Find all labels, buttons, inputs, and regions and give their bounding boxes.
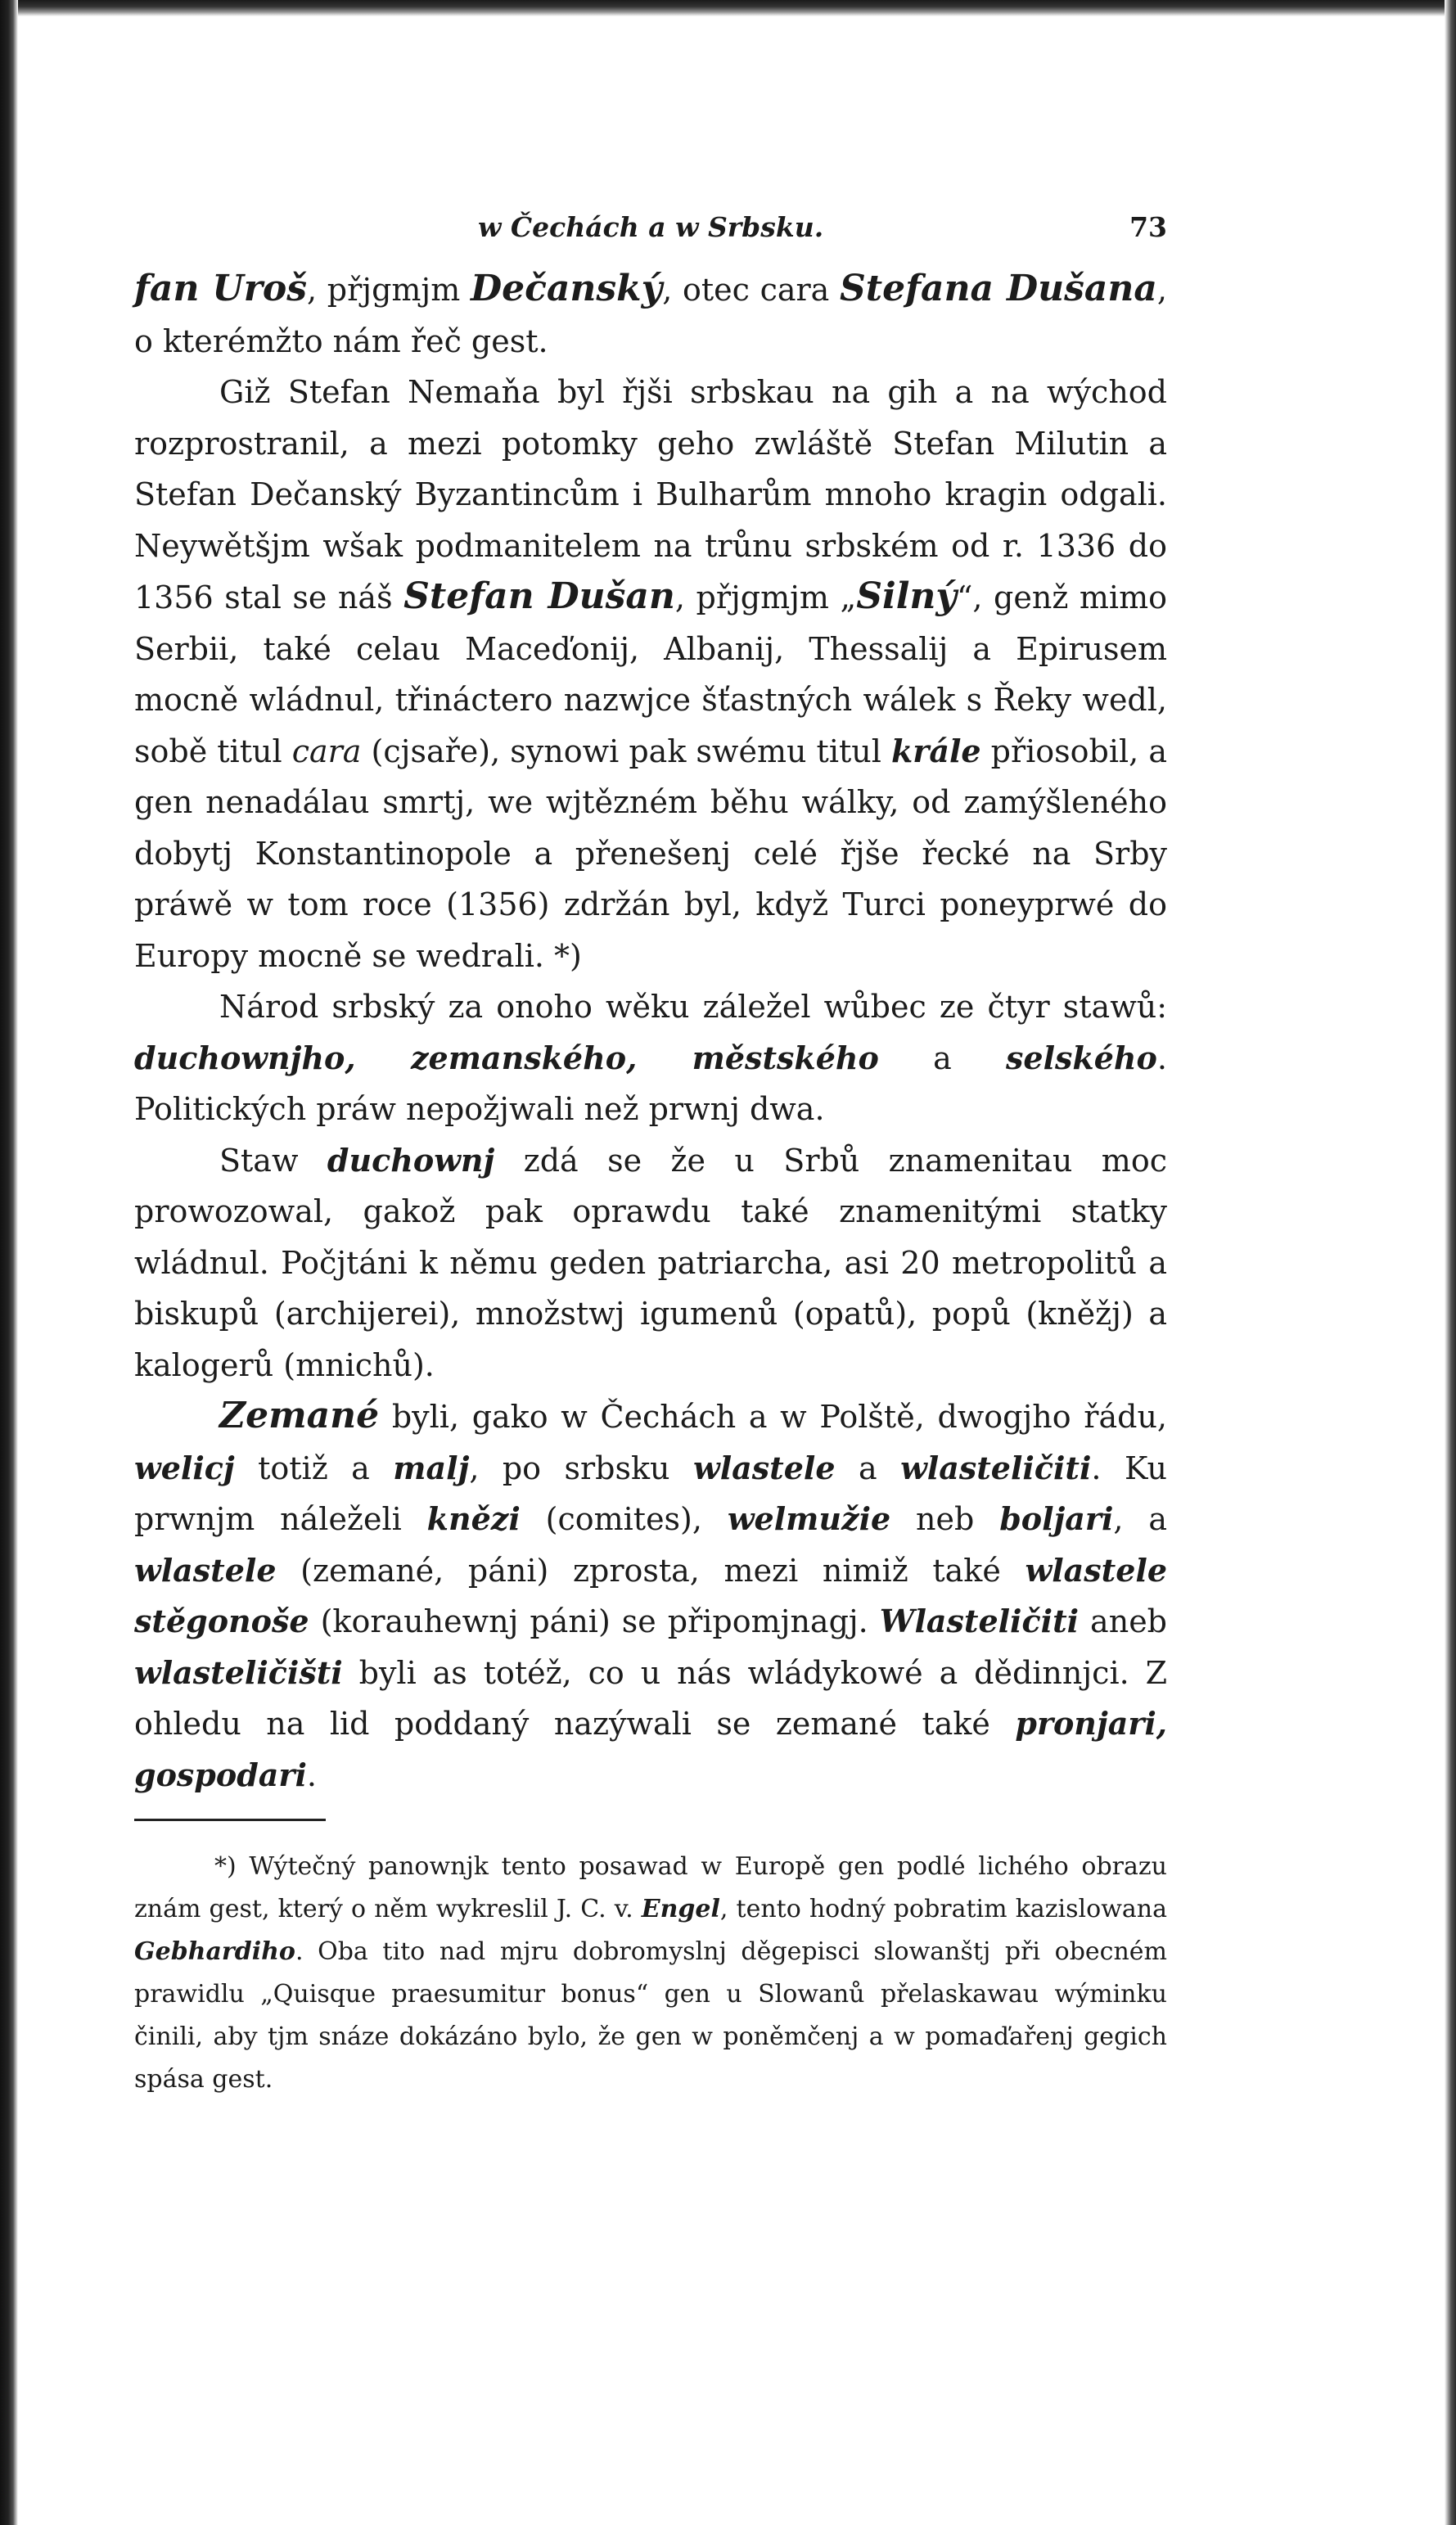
emphasized-text: Engel — [641, 1895, 720, 1923]
emphasized-text: duchownjho, zemanského, městského — [134, 1039, 879, 1076]
text-run: , přjgmjm — [307, 272, 471, 308]
text-run: “, genž mimo Serbii, také celau Maceďonij, Albanij, Thessalij a Epirusem mocně wládnul, třináctero nazwjce šťastných wálek s Řeky wedl, sobě titul — [134, 579, 1167, 769]
emphasized-text: welicj — [134, 1449, 235, 1486]
emphasized-text: wlastele — [692, 1449, 836, 1486]
scan-shadow-left — [0, 0, 18, 2525]
paragraph — [134, 1135, 1167, 1391]
emphasized-text: Zemané — [219, 1395, 380, 1436]
text-run: . Oba tito nad mjru dobromyslnj děgepisci slowanštj při obecném prawidlu „Quisque praesumitur bonus“ gen u Slowanů přelaskawau wýminku činili, aby tjm snáze dokázáno bylo, že gen w poněmčenj a w pomaďařenj gegich spása gest. — [134, 1937, 1167, 2094]
text-run: , o kterémžto nám řeč gest. — [134, 272, 1168, 359]
footnote-rule — [134, 1819, 326, 1821]
text-run: . Ku prwnjm náleželi — [134, 1450, 1167, 1537]
text-run: , otec cara — [662, 272, 841, 308]
text-run: Národ srbský za onoho wěku záležel wůbec ze čtyr stawů: — [219, 989, 1167, 1025]
text-run: (comites), — [520, 1501, 728, 1537]
emphasized-text: Stefan Dušan — [403, 575, 675, 617]
text-run: přiosobil, a gen nenadálau smrtj, we wjtězném běhu wálky, od zamýšleného dobytj Konstantinopole a přenešenj celé řjše řecké na Srby práwě w tom roce (1356) zdržán byl, když Turci poneyprwé do Europy mocně se wedrali. *) — [134, 733, 1168, 974]
footnote — [134, 1846, 1167, 2101]
text-run: *) Wýtečný panownjk tento posawad w Europě gen podlé lichého obrazu znám gest, který o něm wykreslil J. C. v. — [134, 1852, 1167, 1923]
emphasized-text: Stefana Dušana — [840, 268, 1157, 309]
text-run: byli as totéž, co u nás wládykowé a dědinnjci. Z ohledu na lid poddaný nazýwali se zemané také — [134, 1654, 1167, 1742]
emphasized-text: malj — [393, 1449, 470, 1486]
emphasized-text: wlastele — [134, 1551, 277, 1589]
emphasized-text: cara — [291, 733, 362, 769]
scan-shadow-right — [1445, 0, 1456, 2525]
paragraph — [134, 264, 1167, 367]
text-run: (korauhewnj páni) se připomjnagj. — [309, 1603, 880, 1639]
emphasized-text: fan Uroš — [134, 268, 308, 309]
emphasized-text: boljari — [999, 1500, 1114, 1537]
text-run: , přjgmjm „ — [674, 579, 857, 615]
scan-shadow-top — [0, 0, 1456, 16]
text-run: Staw — [219, 1142, 327, 1179]
text-run: . — [306, 1756, 317, 1793]
emphasized-text: welmužie — [727, 1500, 891, 1537]
emphasized-text: wlasteličišti — [134, 1653, 343, 1691]
text-run: totiž a — [234, 1450, 394, 1486]
text-run: a — [835, 1450, 901, 1486]
page-number: 73 — [1129, 211, 1167, 243]
book-page — [134, 211, 1167, 2101]
emphasized-text: duchownj — [327, 1141, 495, 1179]
emphasized-text: Wlasteličiti — [879, 1603, 1080, 1639]
text-run: zdá se že u Srbů znamenitau moc prowozowal, gakož pak oprawdu také znamenitými statky wládnul. Počjtáni k němu geden patriarcha, asi 20 metropolitů a biskupů (archijerei), množstwj igumenů (opatů), popů (kněžj) a kalogerů (mnichů). — [134, 1142, 1167, 1383]
paragraph — [134, 1391, 1167, 1801]
emphasized-text: Silný — [856, 575, 957, 617]
emphasized-text: wlastele stěgonoše — [134, 1551, 1167, 1639]
text-run: , po srbsku — [469, 1450, 693, 1486]
text-run: neb — [890, 1501, 1000, 1537]
text-run: a — [878, 1039, 1007, 1076]
text-run: , a — [1113, 1501, 1167, 1537]
emphasized-text: Dečanský — [470, 268, 663, 309]
emphasized-text: pronjari, gospodari — [134, 1705, 1167, 1793]
text-run: (zemané, páni) zprosta, mezi nimiž také — [276, 1552, 1026, 1589]
text-run: . Politických práw nepožjwali než prwnj dwa. — [134, 1039, 1167, 1127]
emphasized-text: knězi — [426, 1500, 521, 1537]
emphasized-text: Gebhardiho — [134, 1937, 295, 1966]
emphasized-text: wlasteličiti — [900, 1449, 1092, 1486]
text-run: aneb — [1079, 1603, 1168, 1639]
paragraph — [134, 367, 1167, 981]
text-run: , tento hodný pobratim kazislowana — [719, 1895, 1167, 1923]
body-text — [134, 264, 1167, 1801]
text-run: byli, gako w Čechách a w Polště, dwogjho řádu, — [379, 1399, 1167, 1435]
running-head — [134, 211, 1167, 252]
emphasized-text: krále — [890, 732, 981, 769]
text-run: Giž Stefan Nemaňa byl řjši srbskau na gih a na wýchod rozprostranil, a mezi potomky geho zwláště Stefan Milutin a Stefan Dečanský Byzantincům i Bulharům mnoho kragin odgali. Neywětšjm wšak podmanitelem na trůnu srbském od r. 1336 do 1356 stal se náš — [134, 374, 1167, 615]
running-title: w Čechách a w Srbsku. — [478, 211, 824, 243]
paragraph — [134, 981, 1167, 1135]
emphasized-text: selského — [1006, 1039, 1157, 1076]
text-run: (cjsaře), synowi pak swému titul — [361, 733, 891, 769]
